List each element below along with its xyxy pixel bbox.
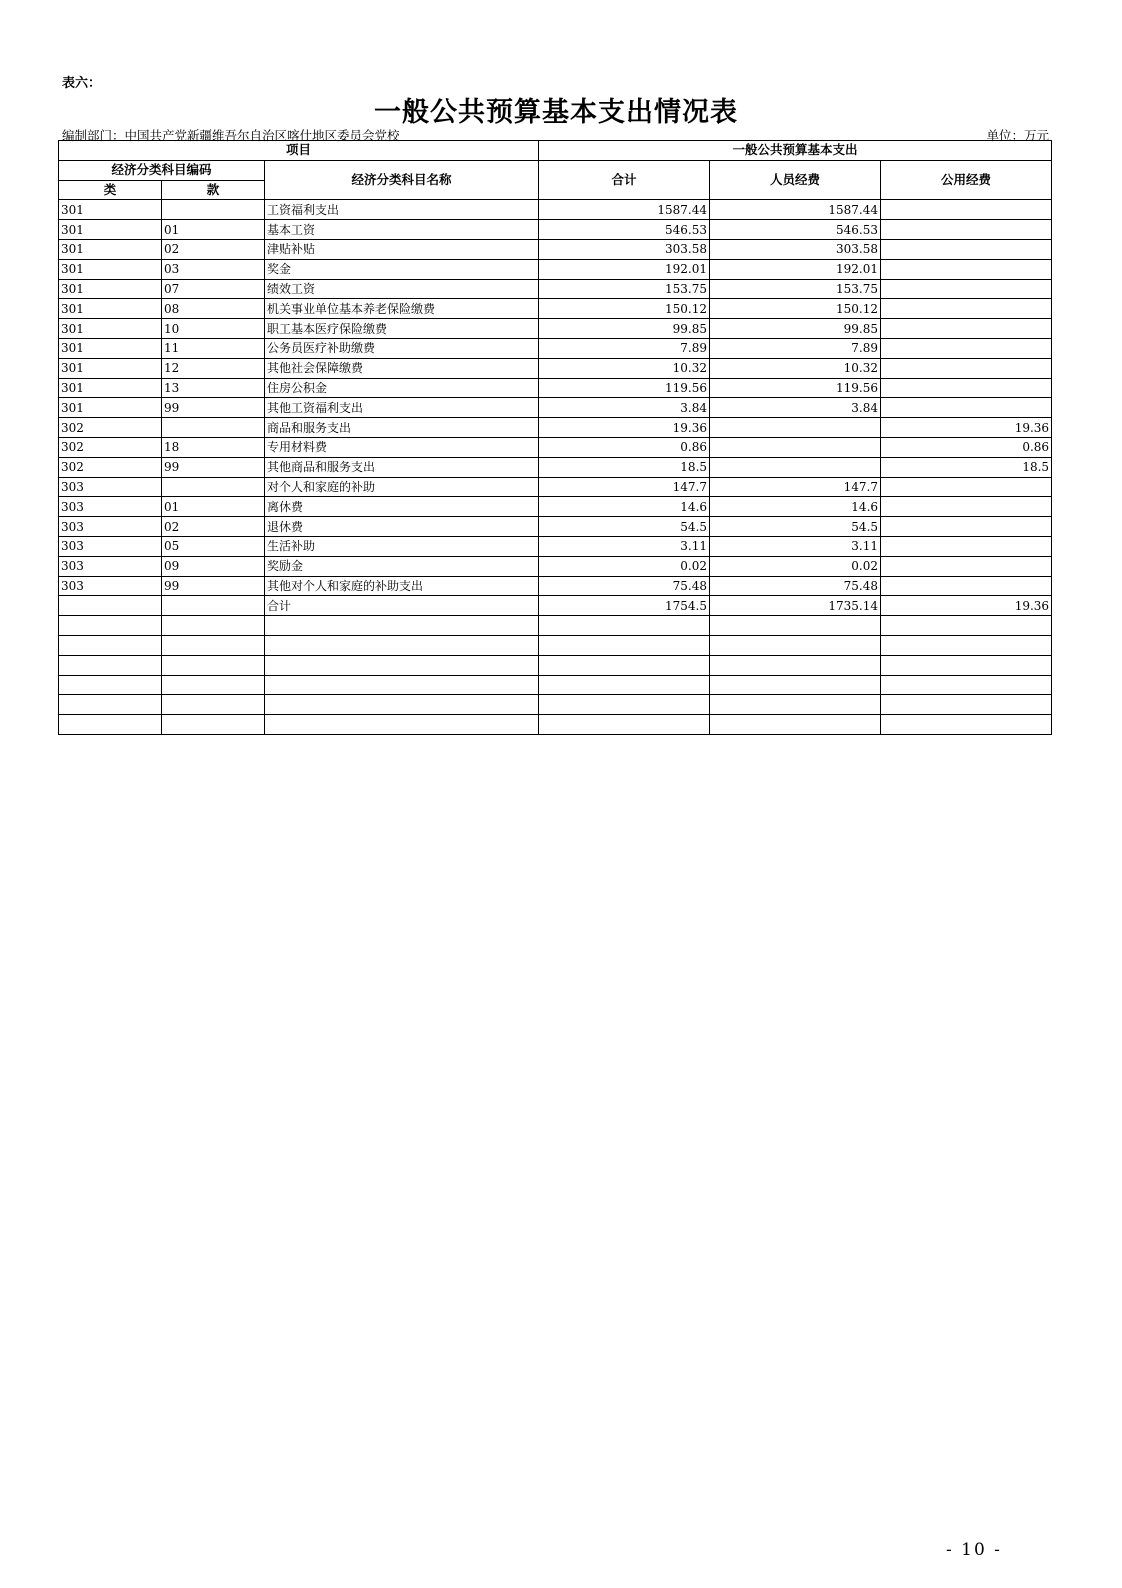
total-cell: 19.36 bbox=[539, 418, 710, 438]
total-cell: 75.48 bbox=[539, 576, 710, 596]
table-row bbox=[59, 477, 1052, 497]
table-row bbox=[59, 556, 1052, 576]
personnel-cell bbox=[710, 655, 881, 675]
class-header: 类 bbox=[59, 180, 162, 200]
name-cell: 离休费 bbox=[265, 497, 539, 517]
name-cell: 合计 bbox=[265, 596, 539, 616]
public-cell bbox=[881, 616, 1052, 636]
public-cell bbox=[881, 517, 1052, 537]
name-cell: 奖金 bbox=[265, 259, 539, 279]
name-cell: 基本工资 bbox=[265, 220, 539, 240]
table-row bbox=[59, 675, 1052, 695]
name-cell: 绩效工资 bbox=[265, 279, 539, 299]
personnel-cell bbox=[710, 616, 881, 636]
item-cell: 99 bbox=[162, 457, 265, 477]
name-cell: 职工基本医疗保险缴费 bbox=[265, 319, 539, 339]
item-cell: 08 bbox=[162, 299, 265, 319]
public-cell bbox=[881, 556, 1052, 576]
name-cell: 商品和服务支出 bbox=[265, 418, 539, 438]
table-row bbox=[59, 715, 1052, 735]
public-cell: 19.36 bbox=[881, 596, 1052, 616]
table-row bbox=[59, 239, 1052, 259]
public-cell bbox=[881, 536, 1052, 556]
table-row bbox=[59, 259, 1052, 279]
table-row bbox=[59, 358, 1052, 378]
total-cell: 10.32 bbox=[539, 358, 710, 378]
project-header: 项目 bbox=[59, 141, 539, 161]
name-cell: 津贴补贴 bbox=[265, 239, 539, 259]
public-cell bbox=[881, 655, 1052, 675]
name-cell: 公务员医疗补助缴费 bbox=[265, 338, 539, 358]
class-cell: 301 bbox=[59, 259, 162, 279]
total-cell: 54.5 bbox=[539, 517, 710, 537]
total-header: 合计 bbox=[539, 160, 710, 200]
class-cell: 301 bbox=[59, 338, 162, 358]
unit-label: 单位：万元 bbox=[986, 128, 1049, 143]
item-cell: 02 bbox=[162, 517, 265, 537]
public-cell bbox=[881, 477, 1052, 497]
class-cell: 303 bbox=[59, 497, 162, 517]
page-title: 一般公共预算基本支出情况表 bbox=[374, 97, 738, 128]
class-cell bbox=[59, 635, 162, 655]
public-cell bbox=[881, 299, 1052, 319]
total-cell: 3.11 bbox=[539, 536, 710, 556]
budget-header: 一般公共预算基本支出 bbox=[539, 141, 1052, 161]
personnel-cell: 119.56 bbox=[710, 378, 881, 398]
table-label: 表六： bbox=[62, 76, 102, 91]
class-cell: 301 bbox=[59, 319, 162, 339]
personnel-cell: 192.01 bbox=[710, 259, 881, 279]
table-row bbox=[59, 220, 1052, 240]
item-cell: 09 bbox=[162, 556, 265, 576]
name-cell: 其他商品和服务支出 bbox=[265, 457, 539, 477]
class-cell: 303 bbox=[59, 517, 162, 537]
item-cell bbox=[162, 596, 265, 616]
name-cell bbox=[265, 715, 539, 735]
item-cell: 05 bbox=[162, 536, 265, 556]
total-cell: 0.86 bbox=[539, 437, 710, 457]
personnel-cell: 3.84 bbox=[710, 398, 881, 418]
name-cell: 机关事业单位基本养老保险缴费 bbox=[265, 299, 539, 319]
public-cell bbox=[881, 576, 1052, 596]
item-cell: 03 bbox=[162, 259, 265, 279]
name-cell: 其他对个人和家庭的补助支出 bbox=[265, 576, 539, 596]
personnel-cell bbox=[710, 437, 881, 457]
table-row bbox=[59, 655, 1052, 675]
class-cell bbox=[59, 596, 162, 616]
personnel-cell: 14.6 bbox=[710, 497, 881, 517]
total-cell: 7.89 bbox=[539, 338, 710, 358]
total-cell: 147.7 bbox=[539, 477, 710, 497]
personnel-cell: 54.5 bbox=[710, 517, 881, 537]
page-number: - 10 - bbox=[946, 1540, 1002, 1560]
item-cell bbox=[162, 200, 265, 220]
total-cell: 546.53 bbox=[539, 220, 710, 240]
class-cell bbox=[59, 715, 162, 735]
item-cell: 01 bbox=[162, 497, 265, 517]
total-cell bbox=[539, 616, 710, 636]
total-cell: 119.56 bbox=[539, 378, 710, 398]
name-header: 经济分类科目名称 bbox=[265, 160, 539, 200]
total-cell bbox=[539, 695, 710, 715]
class-cell bbox=[59, 616, 162, 636]
personnel-cell: 0.02 bbox=[710, 556, 881, 576]
total-cell: 153.75 bbox=[539, 279, 710, 299]
class-cell bbox=[59, 655, 162, 675]
item-cell: 18 bbox=[162, 437, 265, 457]
item-cell: 01 bbox=[162, 220, 265, 240]
total-cell: 99.85 bbox=[539, 319, 710, 339]
total-cell: 150.12 bbox=[539, 299, 710, 319]
table-row bbox=[59, 517, 1052, 537]
item-cell: 02 bbox=[162, 239, 265, 259]
public-cell bbox=[881, 338, 1052, 358]
name-cell bbox=[265, 655, 539, 675]
public-cell bbox=[881, 259, 1052, 279]
name-cell bbox=[265, 695, 539, 715]
item-cell bbox=[162, 655, 265, 675]
public-cell bbox=[881, 200, 1052, 220]
item-cell: 12 bbox=[162, 358, 265, 378]
class-cell: 301 bbox=[59, 398, 162, 418]
item-cell: 99 bbox=[162, 576, 265, 596]
class-cell: 301 bbox=[59, 200, 162, 220]
class-cell bbox=[59, 695, 162, 715]
total-cell: 1587.44 bbox=[539, 200, 710, 220]
total-cell bbox=[539, 655, 710, 675]
public-cell: 0.86 bbox=[881, 437, 1052, 457]
total-cell: 18.5 bbox=[539, 457, 710, 477]
public-cell: 19.36 bbox=[881, 418, 1052, 438]
personnel-cell bbox=[710, 715, 881, 735]
public-cell bbox=[881, 497, 1052, 517]
personnel-cell bbox=[710, 635, 881, 655]
name-cell bbox=[265, 616, 539, 636]
name-cell: 退休费 bbox=[265, 517, 539, 537]
class-cell: 303 bbox=[59, 477, 162, 497]
class-cell: 301 bbox=[59, 239, 162, 259]
personnel-cell: 1735.14 bbox=[710, 596, 881, 616]
table-row bbox=[59, 536, 1052, 556]
personnel-cell bbox=[710, 695, 881, 715]
personnel-cell: 153.75 bbox=[710, 279, 881, 299]
public-cell bbox=[881, 220, 1052, 240]
table-row bbox=[59, 378, 1052, 398]
class-cell: 301 bbox=[59, 378, 162, 398]
item-cell: 11 bbox=[162, 338, 265, 358]
public-cell bbox=[881, 635, 1052, 655]
table-row bbox=[59, 437, 1052, 457]
total-cell bbox=[539, 715, 710, 735]
name-cell: 工资福利支出 bbox=[265, 200, 539, 220]
name-cell: 其他社会保障缴费 bbox=[265, 358, 539, 378]
name-cell bbox=[265, 635, 539, 655]
public-header: 公用经费 bbox=[881, 160, 1052, 200]
class-cell: 301 bbox=[59, 299, 162, 319]
public-cell bbox=[881, 319, 1052, 339]
class-cell: 303 bbox=[59, 556, 162, 576]
personnel-cell: 75.48 bbox=[710, 576, 881, 596]
personnel-cell bbox=[710, 675, 881, 695]
table-row bbox=[59, 596, 1052, 616]
public-cell bbox=[881, 358, 1052, 378]
class-cell: 303 bbox=[59, 576, 162, 596]
item-cell bbox=[162, 477, 265, 497]
table-row bbox=[59, 338, 1052, 358]
name-cell: 奖励金 bbox=[265, 556, 539, 576]
item-cell bbox=[162, 675, 265, 695]
table-row bbox=[59, 457, 1052, 477]
total-cell bbox=[539, 635, 710, 655]
department-label: 编制部门：中国共产党新疆维吾尔自治区喀什地区委员会党校 bbox=[62, 128, 400, 143]
public-cell bbox=[881, 239, 1052, 259]
public-cell bbox=[881, 378, 1052, 398]
item-cell bbox=[162, 715, 265, 735]
table-row bbox=[59, 635, 1052, 655]
public-cell: 18.5 bbox=[881, 457, 1052, 477]
total-cell: 3.84 bbox=[539, 398, 710, 418]
personnel-cell bbox=[710, 418, 881, 438]
personnel-cell: 303.58 bbox=[710, 239, 881, 259]
item-header: 款 bbox=[162, 180, 265, 200]
table-row bbox=[59, 279, 1052, 299]
personnel-cell: 147.7 bbox=[710, 477, 881, 497]
personnel-cell: 546.53 bbox=[710, 220, 881, 240]
total-cell: 14.6 bbox=[539, 497, 710, 517]
name-cell: 对个人和家庭的补助 bbox=[265, 477, 539, 497]
class-cell bbox=[59, 675, 162, 695]
total-cell: 192.01 bbox=[539, 259, 710, 279]
class-cell: 301 bbox=[59, 220, 162, 240]
class-cell: 301 bbox=[59, 358, 162, 378]
table-row bbox=[59, 497, 1052, 517]
personnel-header: 人员经费 bbox=[710, 160, 881, 200]
class-cell: 302 bbox=[59, 457, 162, 477]
public-cell bbox=[881, 695, 1052, 715]
code-header: 经济分类科目编码 bbox=[59, 160, 265, 180]
table-row bbox=[59, 200, 1052, 220]
personnel-cell bbox=[710, 457, 881, 477]
public-cell bbox=[881, 675, 1052, 695]
table-row bbox=[59, 418, 1052, 438]
public-cell bbox=[881, 398, 1052, 418]
name-cell: 其他工资福利支出 bbox=[265, 398, 539, 418]
total-cell: 0.02 bbox=[539, 556, 710, 576]
total-cell: 303.58 bbox=[539, 239, 710, 259]
name-cell bbox=[265, 675, 539, 695]
personnel-cell: 10.32 bbox=[710, 358, 881, 378]
item-cell: 99 bbox=[162, 398, 265, 418]
item-cell: 10 bbox=[162, 319, 265, 339]
personnel-cell: 1587.44 bbox=[710, 200, 881, 220]
name-cell: 专用材料费 bbox=[265, 437, 539, 457]
table-row bbox=[59, 299, 1052, 319]
item-cell: 07 bbox=[162, 279, 265, 299]
table-row bbox=[59, 576, 1052, 596]
personnel-cell: 99.85 bbox=[710, 319, 881, 339]
table-row bbox=[59, 398, 1052, 418]
item-cell bbox=[162, 418, 265, 438]
public-cell bbox=[881, 715, 1052, 735]
total-cell bbox=[539, 675, 710, 695]
item-cell bbox=[162, 695, 265, 715]
budget-table bbox=[58, 140, 1052, 735]
table-row bbox=[59, 319, 1052, 339]
personnel-cell: 150.12 bbox=[710, 299, 881, 319]
table-row bbox=[59, 695, 1052, 715]
class-cell: 303 bbox=[59, 536, 162, 556]
personnel-cell: 7.89 bbox=[710, 338, 881, 358]
name-cell: 住房公积金 bbox=[265, 378, 539, 398]
table-row bbox=[59, 616, 1052, 636]
personnel-cell: 3.11 bbox=[710, 536, 881, 556]
total-cell: 1754.5 bbox=[539, 596, 710, 616]
item-cell: 13 bbox=[162, 378, 265, 398]
name-cell: 生活补助 bbox=[265, 536, 539, 556]
class-cell: 302 bbox=[59, 437, 162, 457]
class-cell: 301 bbox=[59, 279, 162, 299]
public-cell bbox=[881, 279, 1052, 299]
class-cell: 302 bbox=[59, 418, 162, 438]
item-cell bbox=[162, 635, 265, 655]
item-cell bbox=[162, 616, 265, 636]
